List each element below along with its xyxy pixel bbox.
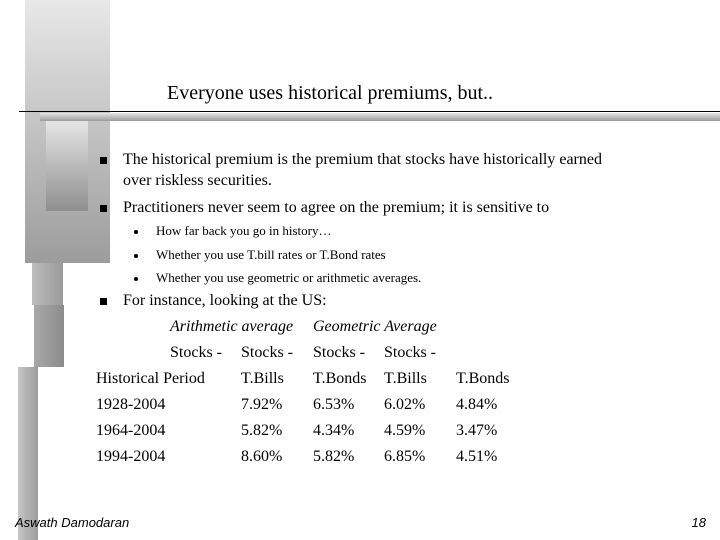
title-bar <box>40 113 720 121</box>
footer-author: Aswath Damodaran <box>15 515 130 530</box>
decor-bar <box>46 120 88 211</box>
table-cell: 5.82% <box>241 422 283 439</box>
table-cell: 1928-2004 <box>96 396 166 413</box>
slide-title: Everyone uses historical premiums, but.. <box>167 82 494 104</box>
table-header: Stocks - <box>241 344 293 361</box>
table-cell: 5.82% <box>313 448 355 465</box>
table-cell: 1994-2004 <box>96 448 166 465</box>
decor-bar <box>34 305 64 367</box>
table-cell: 7.92% <box>241 396 283 413</box>
sub-bullet-text: Whether you use T.bill rates or T.Bond rates <box>156 247 386 262</box>
table-group-header: Geometric Average <box>313 318 437 335</box>
table-header: T.Bonds <box>313 370 367 387</box>
table-cell: 4.34% <box>313 422 355 439</box>
bullet-icon <box>100 298 107 305</box>
table-cell: 4.84% <box>456 396 498 413</box>
table-cell: 4.59% <box>384 422 426 439</box>
sub-bullet-icon <box>134 277 138 281</box>
table-cell: 4.51% <box>456 448 498 465</box>
sub-bullet-text: Whether you use geometric or arithmetic averages. <box>156 270 422 285</box>
title-rule <box>19 111 720 112</box>
bullet-icon <box>100 157 107 164</box>
bullet-text: Practitioners never seem to agree on the premium; it is sensitive to <box>123 199 550 216</box>
table-header: Stocks - <box>313 344 365 361</box>
table-cell: 1964-2004 <box>96 422 166 439</box>
sub-bullet-icon <box>134 254 138 258</box>
table-cell: 8.60% <box>241 448 283 465</box>
sub-bullet-icon <box>134 230 138 234</box>
table-cell: 6.53% <box>313 396 355 413</box>
table-header: T.Bonds <box>456 370 510 387</box>
table-cell: 6.85% <box>384 448 426 465</box>
bullet-icon <box>100 205 107 212</box>
table-group-header: Arithmetic average <box>170 318 294 335</box>
table-header: Stocks - <box>384 344 436 361</box>
page-number: 18 <box>691 515 706 530</box>
table-cell: 3.47% <box>456 422 498 439</box>
bullet-text: over riskless securities. <box>123 172 272 189</box>
table-header: T.Bills <box>384 370 427 387</box>
bullet-text: The historical premium is the premium that stocks have historically earned <box>123 151 602 168</box>
table-cell: 6.02% <box>384 396 426 413</box>
bullet-text: For instance, looking at the US: <box>123 292 327 309</box>
table-header: T.Bills <box>241 370 284 387</box>
sub-bullet-text: How far back you go in history… <box>156 223 332 238</box>
decor-bar <box>32 263 63 305</box>
table-header: Historical Period <box>96 370 205 387</box>
table-header: Stocks - <box>170 344 222 361</box>
